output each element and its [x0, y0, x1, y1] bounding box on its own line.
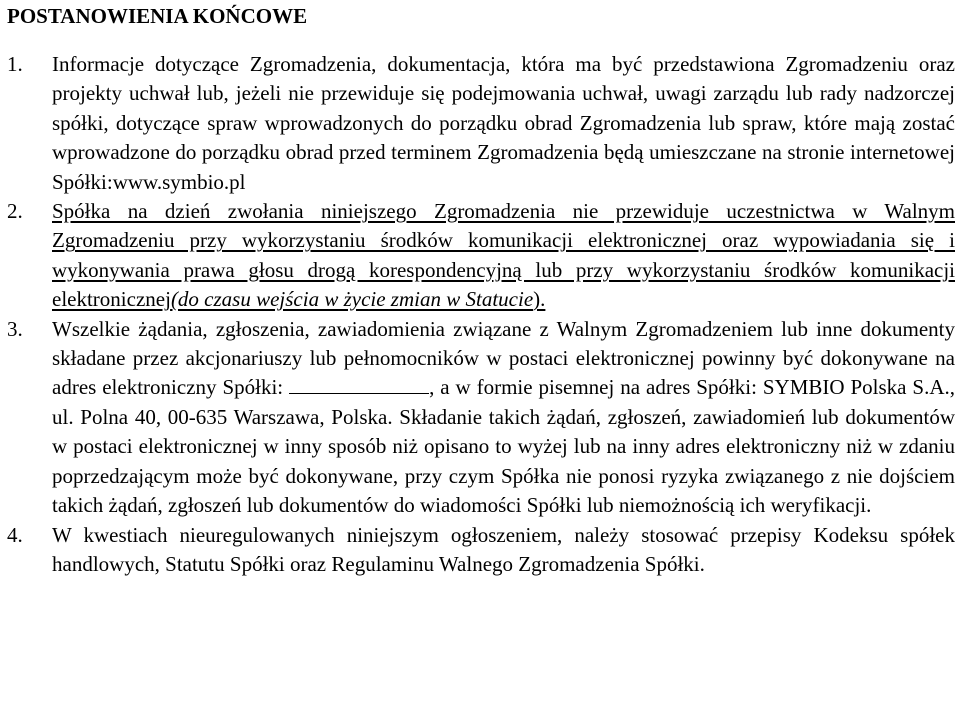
- item-number: 4.: [7, 522, 23, 547]
- item-text: Wszelkie żądania, zgłoszenia, zawiadomienia związane z Walnym Zgromadzeniem lub inne dokumenty składane przez akcjonariuszy lub pełnomocników w postaci elektronicznej powinny być dokonywane na adres elektroniczny Spółki:: [52, 316, 955, 400]
- email-blank-line: [289, 373, 429, 394]
- document-page: [7, 0, 955, 579]
- section-heading: POSTANOWIENIA KOŃCOWE: [7, 4, 308, 28]
- list-item-1: [7, 50, 955, 197]
- item-number: 1.: [7, 52, 23, 76]
- item-text: W kwestiach nieuregulowanych niniejszym ogłoszeniem, należy stosować przepisy Kodeksu spółek handlowych, Statutu Spółki oraz Regulaminu Walnego Zgromadzenia Spółki.: [52, 522, 955, 576]
- item-text: Spółka na dzień zwołania niniejszego Zgromadzenia nie przewiduje uczestnictwa w Walnym Zgromadzeniu przy wykorzystaniu środków komunikacji elektronicznej oraz wypowiadania się i wykonywania prawa głosu drogą korespondencyjną lub przy wykorzystaniu środków komunikacji elektronicznej: [52, 199, 955, 312]
- website-link[interactable]: www.symbio.pl: [112, 169, 246, 194]
- item-number: 2.: [7, 199, 23, 224]
- item-italic-note: (do czasu wejścia w życie zmian w Statucie: [170, 287, 534, 312]
- list-item-2: [7, 197, 955, 315]
- item-text: Informacje dotyczące Zgromadzenia, dokumentacja, która ma być przedstawiona Zgromadzeniu oraz projekty uchwał lub, jeżeli nie przewiduje się podejmowania uchwał, uwagi zarządu lub rady nadzorczej spółki, dotyczące spraw wprowadzonych do porządku obrad Zgromadzenia lub spraw, które mają zostać wprowadzone do porządku obrad przed terminem Zgromadzenia będą umieszczane na stronie internetowej Spółki:: [52, 52, 955, 194]
- item-text-continued: , a w formie pisemnej na adres Spółki: SYMBIO Polska S.A., ul. Polna 40, 00-635 Warszawa, Polska. Składanie takich żądań, zgłoszeń, zawiadomień lub dokumentów w postaci elektronicznej w inny sposób niż opisano to wyżej lub na inny adres elektroniczny niż w zdaniu poprzedzającym może być dokonywane, przy czym Spółka nie ponosi ryzyka związanego z nie dojściem takich żądań, zgłoszeń lub dokumentów do wiadomości Spółki lub niemożnością ich weryfikacji.: [52, 375, 956, 518]
- list-item-3: [7, 315, 955, 521]
- list-item-4: [7, 521, 955, 580]
- item-tail: ).: [533, 287, 546, 312]
- provisions-list: [7, 50, 955, 579]
- item-number: 3.: [7, 316, 23, 341]
